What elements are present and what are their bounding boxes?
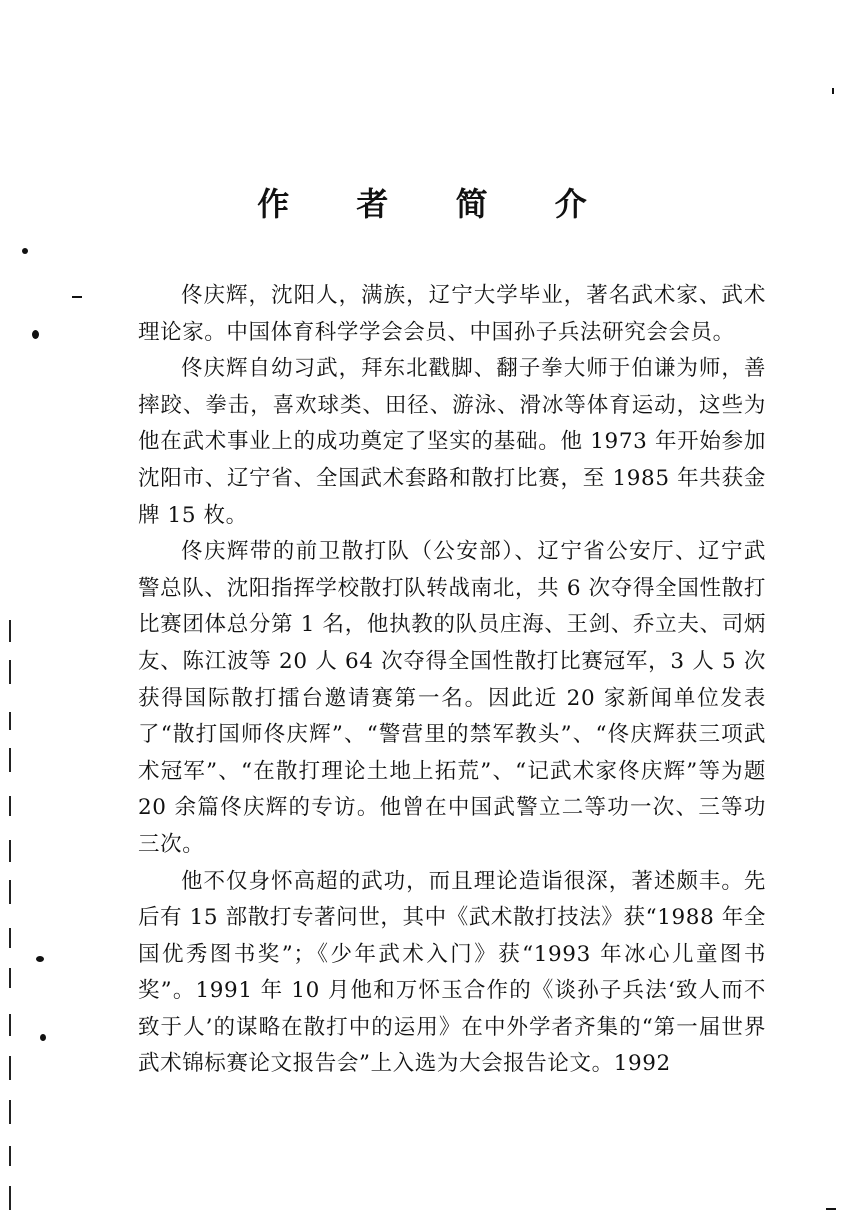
binding-edge-line (9, 1186, 11, 1210)
binding-edge-line (9, 880, 11, 904)
binding-edge-line (9, 840, 11, 862)
scan-speck (72, 296, 82, 298)
binding-edge-line (9, 1100, 11, 1124)
paragraph-writing: 他不仅身怀高超的武功，而且理论造诣很深，著述颇丰。先后有 15 部散打专著问世，其中《武术散打技法》获“1988 年全国优秀图书奖”；《少年武术入门》获“1993 年冰心儿童图书奖”。1991 年 10 月他和万怀玉合作的《谈孙子兵法‘致人而不致于人’的谋略在散打中的运用》在中外学者齐集的“第一届世界武术锦标赛论文报告会”上入选为大会报告论文。1992 (138, 868, 766, 1077)
paragraph-training: 佟庆辉自幼习武，拜东北戳脚、翻子拳大师于伯谦为师，善摔跤、拳击，喜欢球类、田径、游泳、滑冰等体育运动，这些为他在武术事业上的成功奠定了坚实的基础。他 1973 年开始参加沈阳市、辽宁省、全国武术套路和散打比赛，至 1985 年共获金牌 15 枚。 (138, 356, 766, 528)
binding-edge-line (9, 620, 11, 642)
binding-edge-line (9, 796, 11, 816)
binding-edge-line (9, 660, 11, 684)
scan-speck (32, 330, 39, 339)
binding-edge-line (9, 712, 11, 730)
binding-edge-line (9, 748, 11, 772)
page-title: 作 者 简 介 (257, 185, 615, 223)
paragraph-coaching: 佟庆辉带的前卫散打队（公安部）、辽宁省公安厅、辽宁武警总队、沈阳指挥学校散打队转战南北，共 6 次夺得全国性散打比赛团体总分第 1 名，他执教的队员庄海、王剑、乔立夫、司炳友、陈江波等 20 人 64 次夺得全国性散打比赛冠军，3 人 5 次获得国际散打擂台邀请赛第一名。因此近 20 家新闻单位发表了“散打国师佟庆辉”、“警营里的禁军教头”、“佟庆辉获三项武术冠军”、“在散打理论土地上拓荒”、“记武术家佟庆辉”等为题 20 余篇佟庆辉的专访。他曾在中国武警立二等功一次、三等功三次。 (138, 539, 766, 857)
scan-speck (36, 956, 44, 962)
binding-edge-line (9, 928, 11, 948)
scan-speck (40, 1034, 46, 1041)
scan-speck (22, 248, 28, 254)
binding-edge-line (9, 1014, 11, 1036)
author-bio-body (138, 278, 766, 1083)
paragraph-intro: 佟庆辉，沈阳人，满族，辽宁大学毕业，著名武术家、武术理论家。中国体育科学学会会员、中国孙子兵法研究会会员。 (138, 283, 766, 345)
binding-edge-line (9, 1056, 11, 1080)
scan-speck (826, 1208, 836, 1210)
binding-edge-line (9, 1146, 11, 1166)
binding-edge-line (9, 968, 11, 988)
scan-speck (832, 88, 834, 94)
